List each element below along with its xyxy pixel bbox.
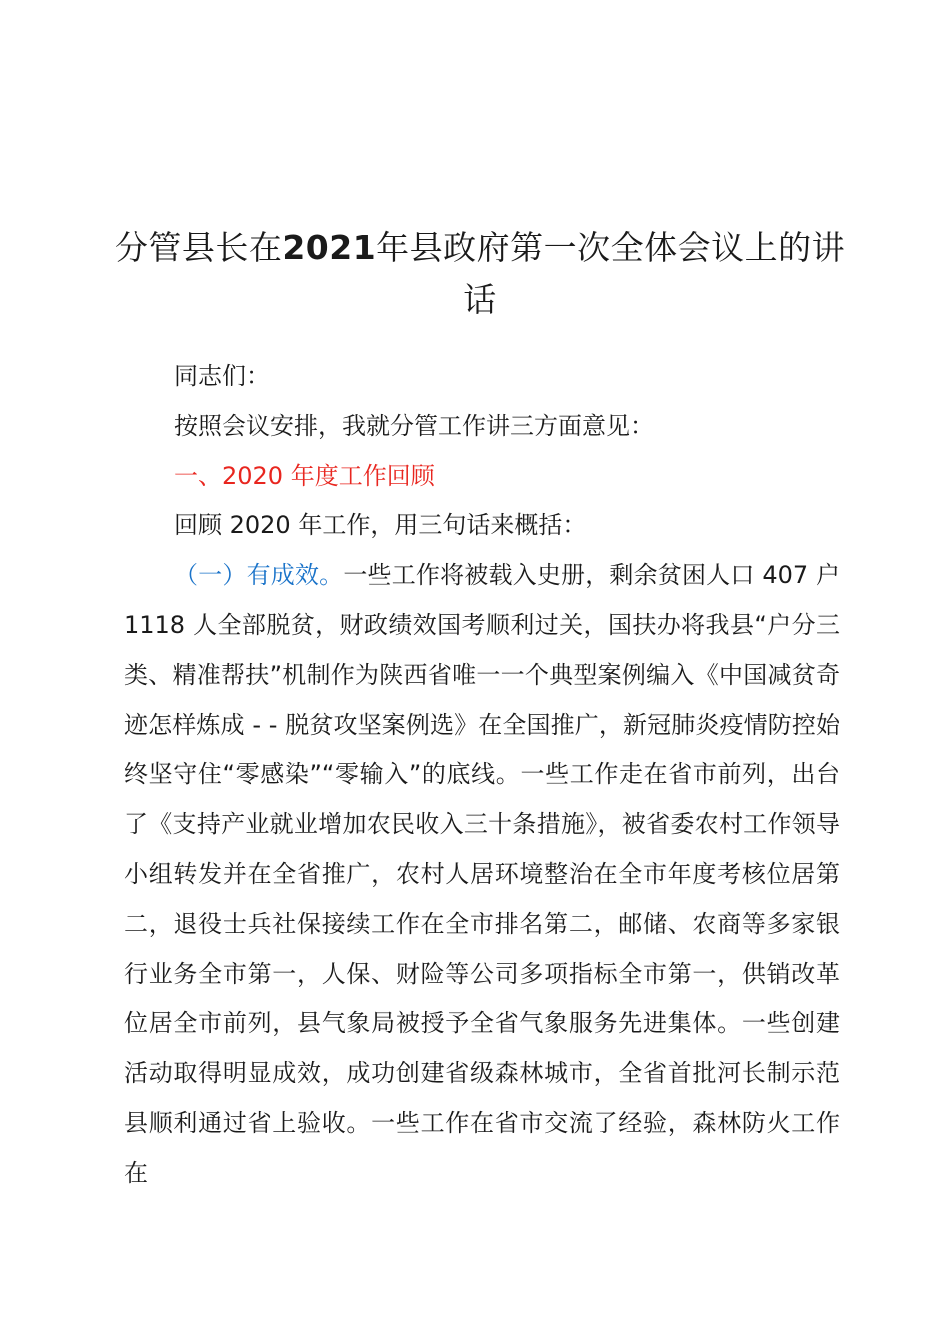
document-body bbox=[124, 352, 840, 1199]
title-part1: 分管县长在 bbox=[114, 228, 283, 267]
title-year: 2021 bbox=[282, 228, 377, 267]
subsection-body: 一些工作将被载入史册，剩余贫困人口 407 户 1118 人全部脱贫，财政绩效国考顺利过关，国扶办将我县“户分三类、精准帮扶”机制作为陕西省唯一一个典型案例编入《中国减贫奇迹怎样炼成 - - 脱贫攻坚案例选》在全国推广，新冠肺炎疫情防控始终坚守住“零感染”“零输入”的底线。一些工作走在省市前列，出台了《支持产业就业增加农民收入三十条措施》，被省委农村工作领导小组转发并在全省推广，农村人居环境整治在全市年度考核位居第二，退役士兵社保接续工作在全市排名第二，邮储、农商等多家银行业务全市第一，人保、财险等公司多项指标全市第一，供销改革位居全市前列，县气象局被授予全省气象服务先进集体。一些创建活动取得明显成效，成功创建省级森林城市，全省首批河长制示范县顺利通过省上验收。一些工作在省市交流了经验，森林防火工作在 bbox=[124, 561, 840, 1187]
salutation: 同志们： bbox=[174, 362, 270, 390]
review-intro-paragraph: 回顾 2020 年工作，用三句话来概括： bbox=[174, 511, 587, 540]
subsection-heading: （一）有成效。 bbox=[174, 561, 344, 590]
document-title bbox=[110, 222, 850, 326]
intro-paragraph: 按照会议安排，我就分管工作讲三方面意见： bbox=[174, 411, 654, 440]
title-part2: 年县政府第一次全体会议上的讲话 bbox=[376, 228, 846, 319]
subsection-paragraph bbox=[124, 551, 840, 1198]
section-heading: 一、2020 年度工作回顾 bbox=[174, 461, 435, 490]
